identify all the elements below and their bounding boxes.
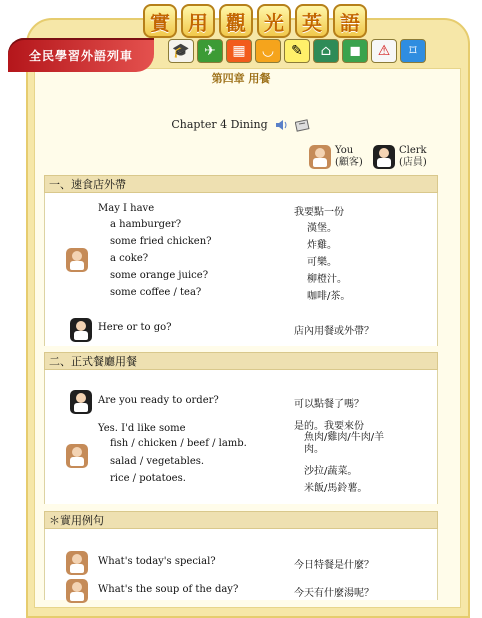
customer-avatar: [66, 444, 88, 468]
customer-avatar: [309, 145, 331, 169]
phrase-en: May I have: [98, 203, 155, 214]
phrase-en: What's today's special?: [98, 556, 216, 567]
phrase-cn: 可樂。: [307, 257, 337, 268]
phrase-en: a hamburger?: [110, 219, 182, 230]
phrase-cn: 咖啡/茶。: [307, 291, 351, 302]
brand-badge: [8, 38, 154, 72]
legend-you: [309, 145, 363, 173]
phrase-en: fish / chicken / beef / lamb.: [110, 438, 247, 449]
phrase-en: some orange juice?: [110, 270, 209, 281]
brand-label: 全民學習外語列車: [28, 48, 133, 63]
phrase-en: What's the soup of the day?: [98, 584, 239, 595]
phrase-cn: 今天有什麼湯呢？: [294, 588, 374, 599]
site-title: [140, 4, 370, 38]
clerk-avatar: [373, 145, 395, 169]
bag-icon[interactable]: ◼: [342, 39, 368, 63]
chapter-title-text: Chapter 4 Dining: [171, 118, 268, 131]
phrase-en: Yes. I'd like some: [98, 423, 186, 434]
legend-you-cn: (顧客): [335, 157, 363, 168]
warning-icon[interactable]: ⚠: [371, 39, 397, 63]
phrase-en: Here or to go?: [98, 322, 172, 333]
section-formal-dining: [44, 352, 438, 370]
phrase-cn: 是的。我要來份: [294, 421, 364, 432]
customer-avatar: [66, 551, 88, 575]
chapter-title: [0, 118, 482, 132]
toolbar: [168, 39, 426, 63]
title-char-5: 英: [295, 4, 329, 38]
phrase-en: rice / potatoes.: [110, 473, 186, 484]
section-practical-examples: [44, 511, 438, 529]
phrase-cn: 米飯/馬鈴薯。: [304, 483, 368, 494]
phrase-cn: 炸雞。: [307, 240, 337, 251]
section-fast-food: [44, 175, 438, 193]
speaker-icon[interactable]: [275, 119, 289, 131]
section-title: 一、速食店外帶: [49, 178, 126, 191]
phrase-en: some fried chicken?: [110, 236, 212, 247]
legend-clerk-cn: (店員): [399, 157, 427, 168]
title-char-2: 用: [181, 4, 215, 38]
phrase-cn: 漢堡。: [307, 223, 337, 234]
phrase-en: Are you ready to order?: [98, 395, 219, 406]
cart-icon[interactable]: ⌂: [313, 39, 339, 63]
clerk-avatar: [70, 318, 92, 342]
airplane-icon[interactable]: ✈: [197, 39, 223, 63]
pen-icon[interactable]: ✎: [284, 39, 310, 63]
title-char-6: 語: [333, 4, 367, 38]
hat-icon[interactable]: 🎓: [168, 39, 194, 63]
notes-icon[interactable]: [295, 118, 311, 132]
phrase-en: some coffee / tea?: [110, 287, 202, 298]
legend-clerk: [373, 145, 427, 173]
phrase-cn: 今日特餐是什麼？: [294, 560, 374, 571]
phrase-en: a coke?: [110, 253, 149, 264]
clerk-avatar: [70, 390, 92, 414]
legend-you-en: You: [335, 145, 354, 156]
title-char-4: 光: [257, 4, 291, 38]
phrase-cn: 柳橙汁。: [307, 274, 347, 285]
phrase-cn: 沙拉/蔬菜。: [304, 466, 358, 477]
title-char-1: 實: [143, 4, 177, 38]
section-title: 二、正式餐廳用餐: [49, 355, 137, 368]
chapter-heading: 第四章 用餐: [211, 72, 271, 85]
phrase-cn: 我要點一份: [294, 207, 344, 218]
phrase-cn: 魚肉/雞肉/牛肉/羊肉。: [304, 432, 385, 455]
building-icon[interactable]: ▦: [226, 39, 252, 63]
section-title: ＊實用例句: [49, 514, 104, 527]
phrase-cn: 店內用餐或外帶？: [294, 326, 374, 337]
customer-avatar: [66, 579, 88, 603]
title-char-3: 觀: [219, 4, 253, 38]
phrase-en: salad / vegetables.: [110, 456, 205, 467]
legend-clerk-en: Clerk: [399, 145, 427, 156]
door-icon[interactable]: ⌑: [400, 39, 426, 63]
customer-avatar: [66, 248, 88, 272]
phrase-cn: 可以點餐了嗎？: [294, 399, 364, 410]
bowl-icon[interactable]: ◡: [255, 39, 281, 63]
